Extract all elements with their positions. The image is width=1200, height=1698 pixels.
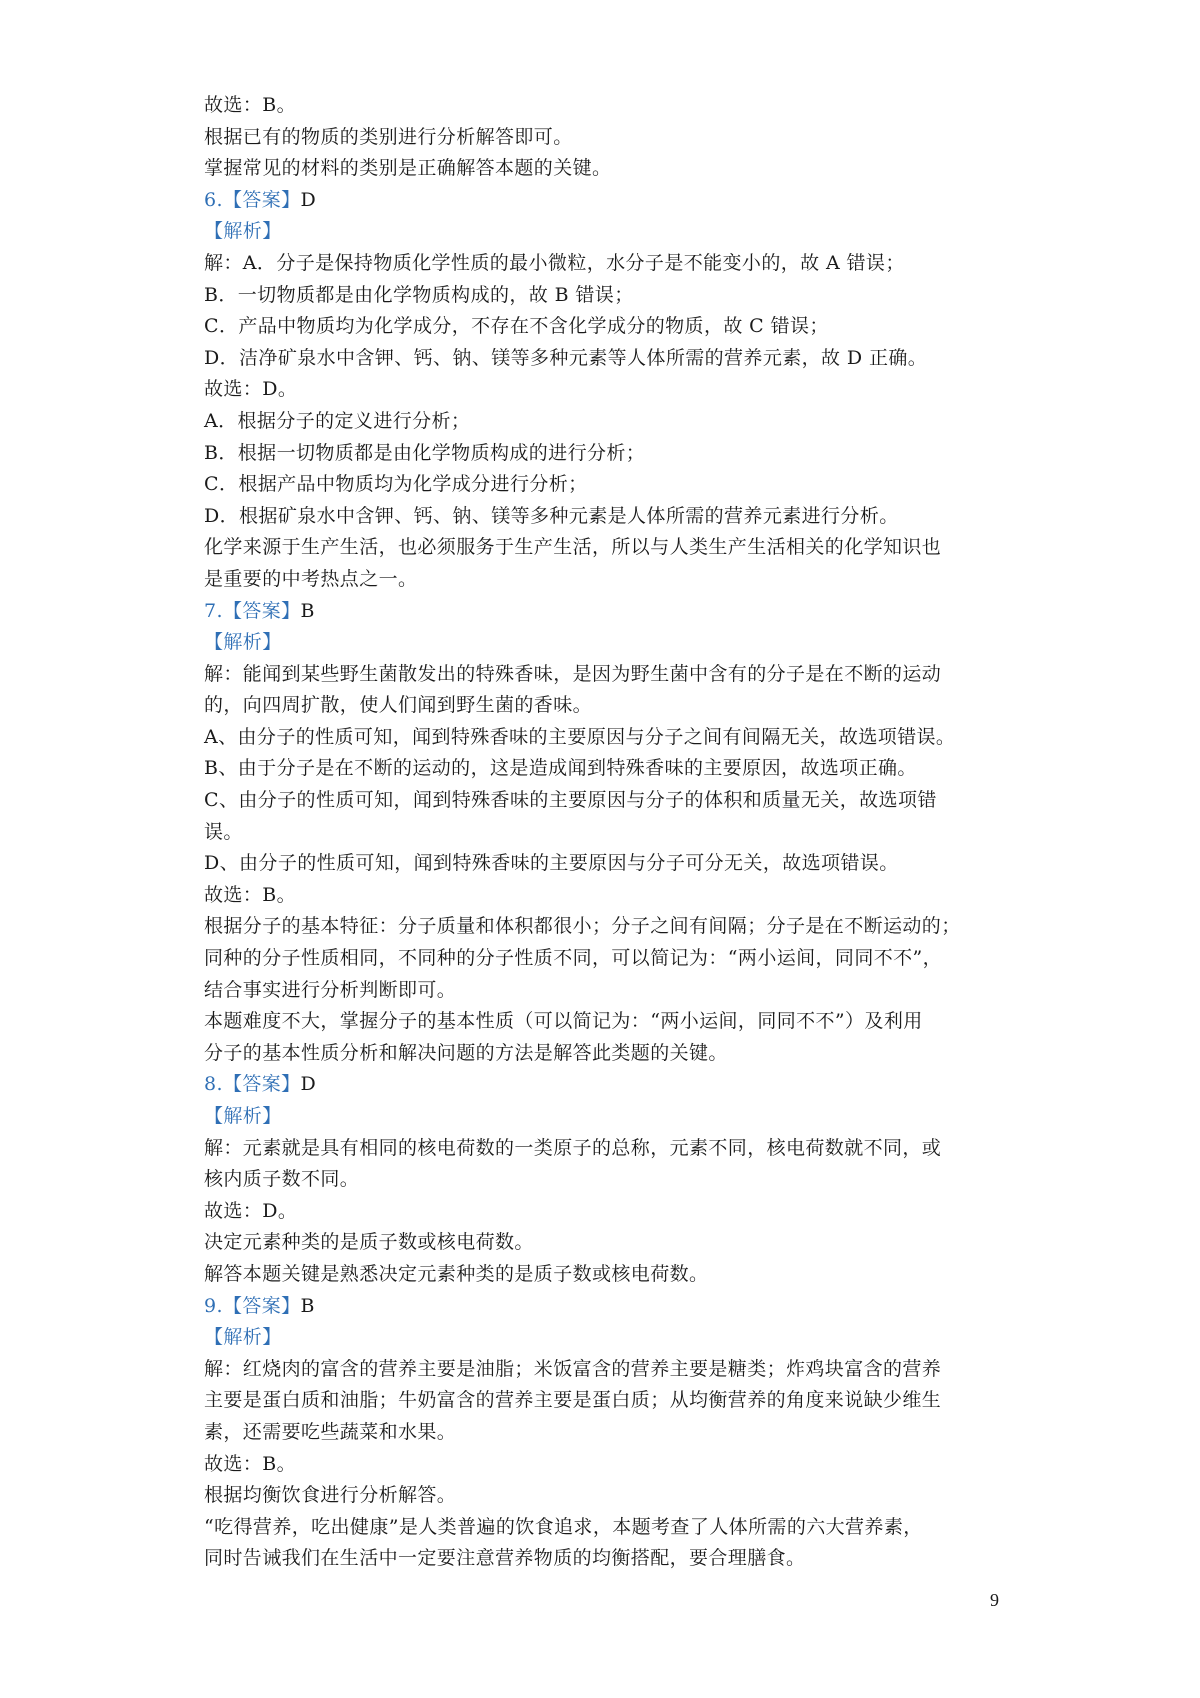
text-line: 根据已有的物质的类别进行分析解答即可。 <box>204 125 573 148</box>
text-line: 解：元素就是具有相同的核电荷数的一类原子的总称，元素不同，核电荷数就不同，或 <box>204 1136 942 1159</box>
question-number: 8. <box>204 1073 223 1096</box>
text-line: 故选：B。 <box>204 94 296 116</box>
text-line: 分子的基本性质分析和解决问题的方法是解答此类题的关键。 <box>204 1041 728 1064</box>
answer-tag: 【答案】 <box>222 1294 301 1317</box>
text-line: 核内质子数不同。 <box>204 1168 360 1191</box>
answer-value: D <box>300 1073 317 1096</box>
analysis-tag-q6: 【解析】 <box>204 220 282 243</box>
text-line: A．根据分子的定义进行分析； <box>204 409 471 432</box>
text-line: 结合事实进行分析判断即可。 <box>204 978 457 1001</box>
text-line: 是重要的中考热点之一。 <box>204 567 418 590</box>
text-line: B、由于分子是在不断的运动的，这是造成闻到特殊香味的主要原因，故选项正确。 <box>204 757 917 780</box>
text-line: 化学来源于生产生活，也必须服务于生产生活，所以与人类生产生活相关的化学知识也 <box>204 536 942 559</box>
text-line: 根据均衡饮食进行分析解答。 <box>204 1484 457 1507</box>
text-line: 故选：B。 <box>204 883 296 906</box>
answer-value: B <box>300 1294 315 1317</box>
text-line: 掌握常见的材料的类别是正确解答本题的关键。 <box>204 157 612 180</box>
text-line: 素，还需要吃些蔬菜和水果。 <box>204 1420 457 1443</box>
text-line: 解：红烧肉的富含的营养主要是油脂；米饭富含的营养主要是糖类；炸鸡块富含的营养 <box>204 1357 942 1380</box>
text-line: D．根据矿泉水中含钾、钙、钠、镁等多种元素是人体所需的营养元素进行分析。 <box>204 504 899 527</box>
text-line: 解答本题关键是熟悉决定元素种类的是质子数或核电荷数。 <box>204 1262 709 1285</box>
text-line: 本题难度不大，掌握分子的基本性质（可以简记为：“两小运间，同同不不”）及利用 <box>204 1010 923 1033</box>
answer-value: B <box>300 599 315 622</box>
text-line: C．根据产品中物质均为化学成分进行分析； <box>204 473 588 496</box>
text-line: 故选：B。 <box>204 1452 296 1475</box>
text-line: 同时告诫我们在生活中一定要注意营养物质的均衡搭配，要合理膳食。 <box>204 1547 806 1570</box>
text-line: D、由分子的性质可知，闻到特殊香味的主要原因与分子可分无关，故选项错误。 <box>204 852 899 875</box>
question-number: 7. <box>204 599 223 622</box>
answer-value: D <box>300 188 317 211</box>
analysis-tag-q9: 【解析】 <box>204 1326 282 1349</box>
text-line: 故选：D。 <box>204 1199 298 1222</box>
text-line: B．一切物质都是由化学物质构成的，故 B 错误； <box>204 283 634 306</box>
question-number: 6. <box>204 188 223 211</box>
text-line: 根据分子的基本特征：分子质量和体积都很小；分子之间有间隔；分子是在不断运动的； <box>204 915 961 938</box>
text-line: 决定元素种类的是质子数或核电荷数。 <box>204 1231 534 1254</box>
document-body <box>204 90 1010 1575</box>
answer-heading-q6 <box>204 185 1010 217</box>
text-line: 的，向四周扩散，使人们闻到野生菌的香味。 <box>204 694 593 717</box>
analysis-tag-q8: 【解析】 <box>204 1105 282 1127</box>
analysis-tag-q7: 【解析】 <box>204 631 282 654</box>
answer-heading-q9 <box>204 1291 1010 1323</box>
text-line: 误。 <box>204 820 243 843</box>
page-number: 9 <box>990 1590 999 1610</box>
answer-tag: 【答案】 <box>222 599 301 622</box>
text-line: B．根据一切物质都是由化学物质构成的进行分析； <box>204 441 646 464</box>
text-line: 故选：D。 <box>204 378 298 401</box>
text-line: C、由分子的性质可知，闻到特殊香味的主要原因与分子的体积和质量无关，故选项错 <box>204 789 937 812</box>
text-line: 解：能闻到某些野生菌散发出的特殊香味，是因为野生菌中含有的分子是在不断的运动 <box>204 662 942 685</box>
answer-heading-q7 <box>204 596 1010 628</box>
text-line: C．产品中物质均为化学成分，不存在不含化学成分的物质，故 C 错误； <box>204 315 829 338</box>
answer-heading-q8 <box>204 1069 1010 1101</box>
text-line: 主要是蛋白质和油脂；牛奶富含的营养主要是蛋白质；从均衡营养的角度来说缺少维生 <box>204 1389 942 1412</box>
question-number: 9. <box>204 1294 223 1317</box>
answer-tag: 【答案】 <box>222 1073 301 1096</box>
text-line: A、由分子的性质可知，闻到特殊香味的主要原因与分子之间有间隔无关，故选项错误。 <box>204 725 956 748</box>
answer-tag: 【答案】 <box>222 188 301 211</box>
text-line: D．洁净矿泉水中含钾、钙、钠、镁等多种元素等人体所需的营养元素，故 D 正确。 <box>204 346 928 369</box>
text-line: 解：A．分子是保持物质化学性质的最小微粒，水分子是不能变小的，故 A 错误； <box>204 251 905 274</box>
text-line: 同种的分子性质相同，不同种的分子性质不同，可以简记为：“两小运间，同同不不”， <box>204 947 943 970</box>
text-line: “吃得营养，吃出健康”是人类普遍的饮食追求，本题考查了人体所需的六大营养素， <box>204 1515 923 1538</box>
